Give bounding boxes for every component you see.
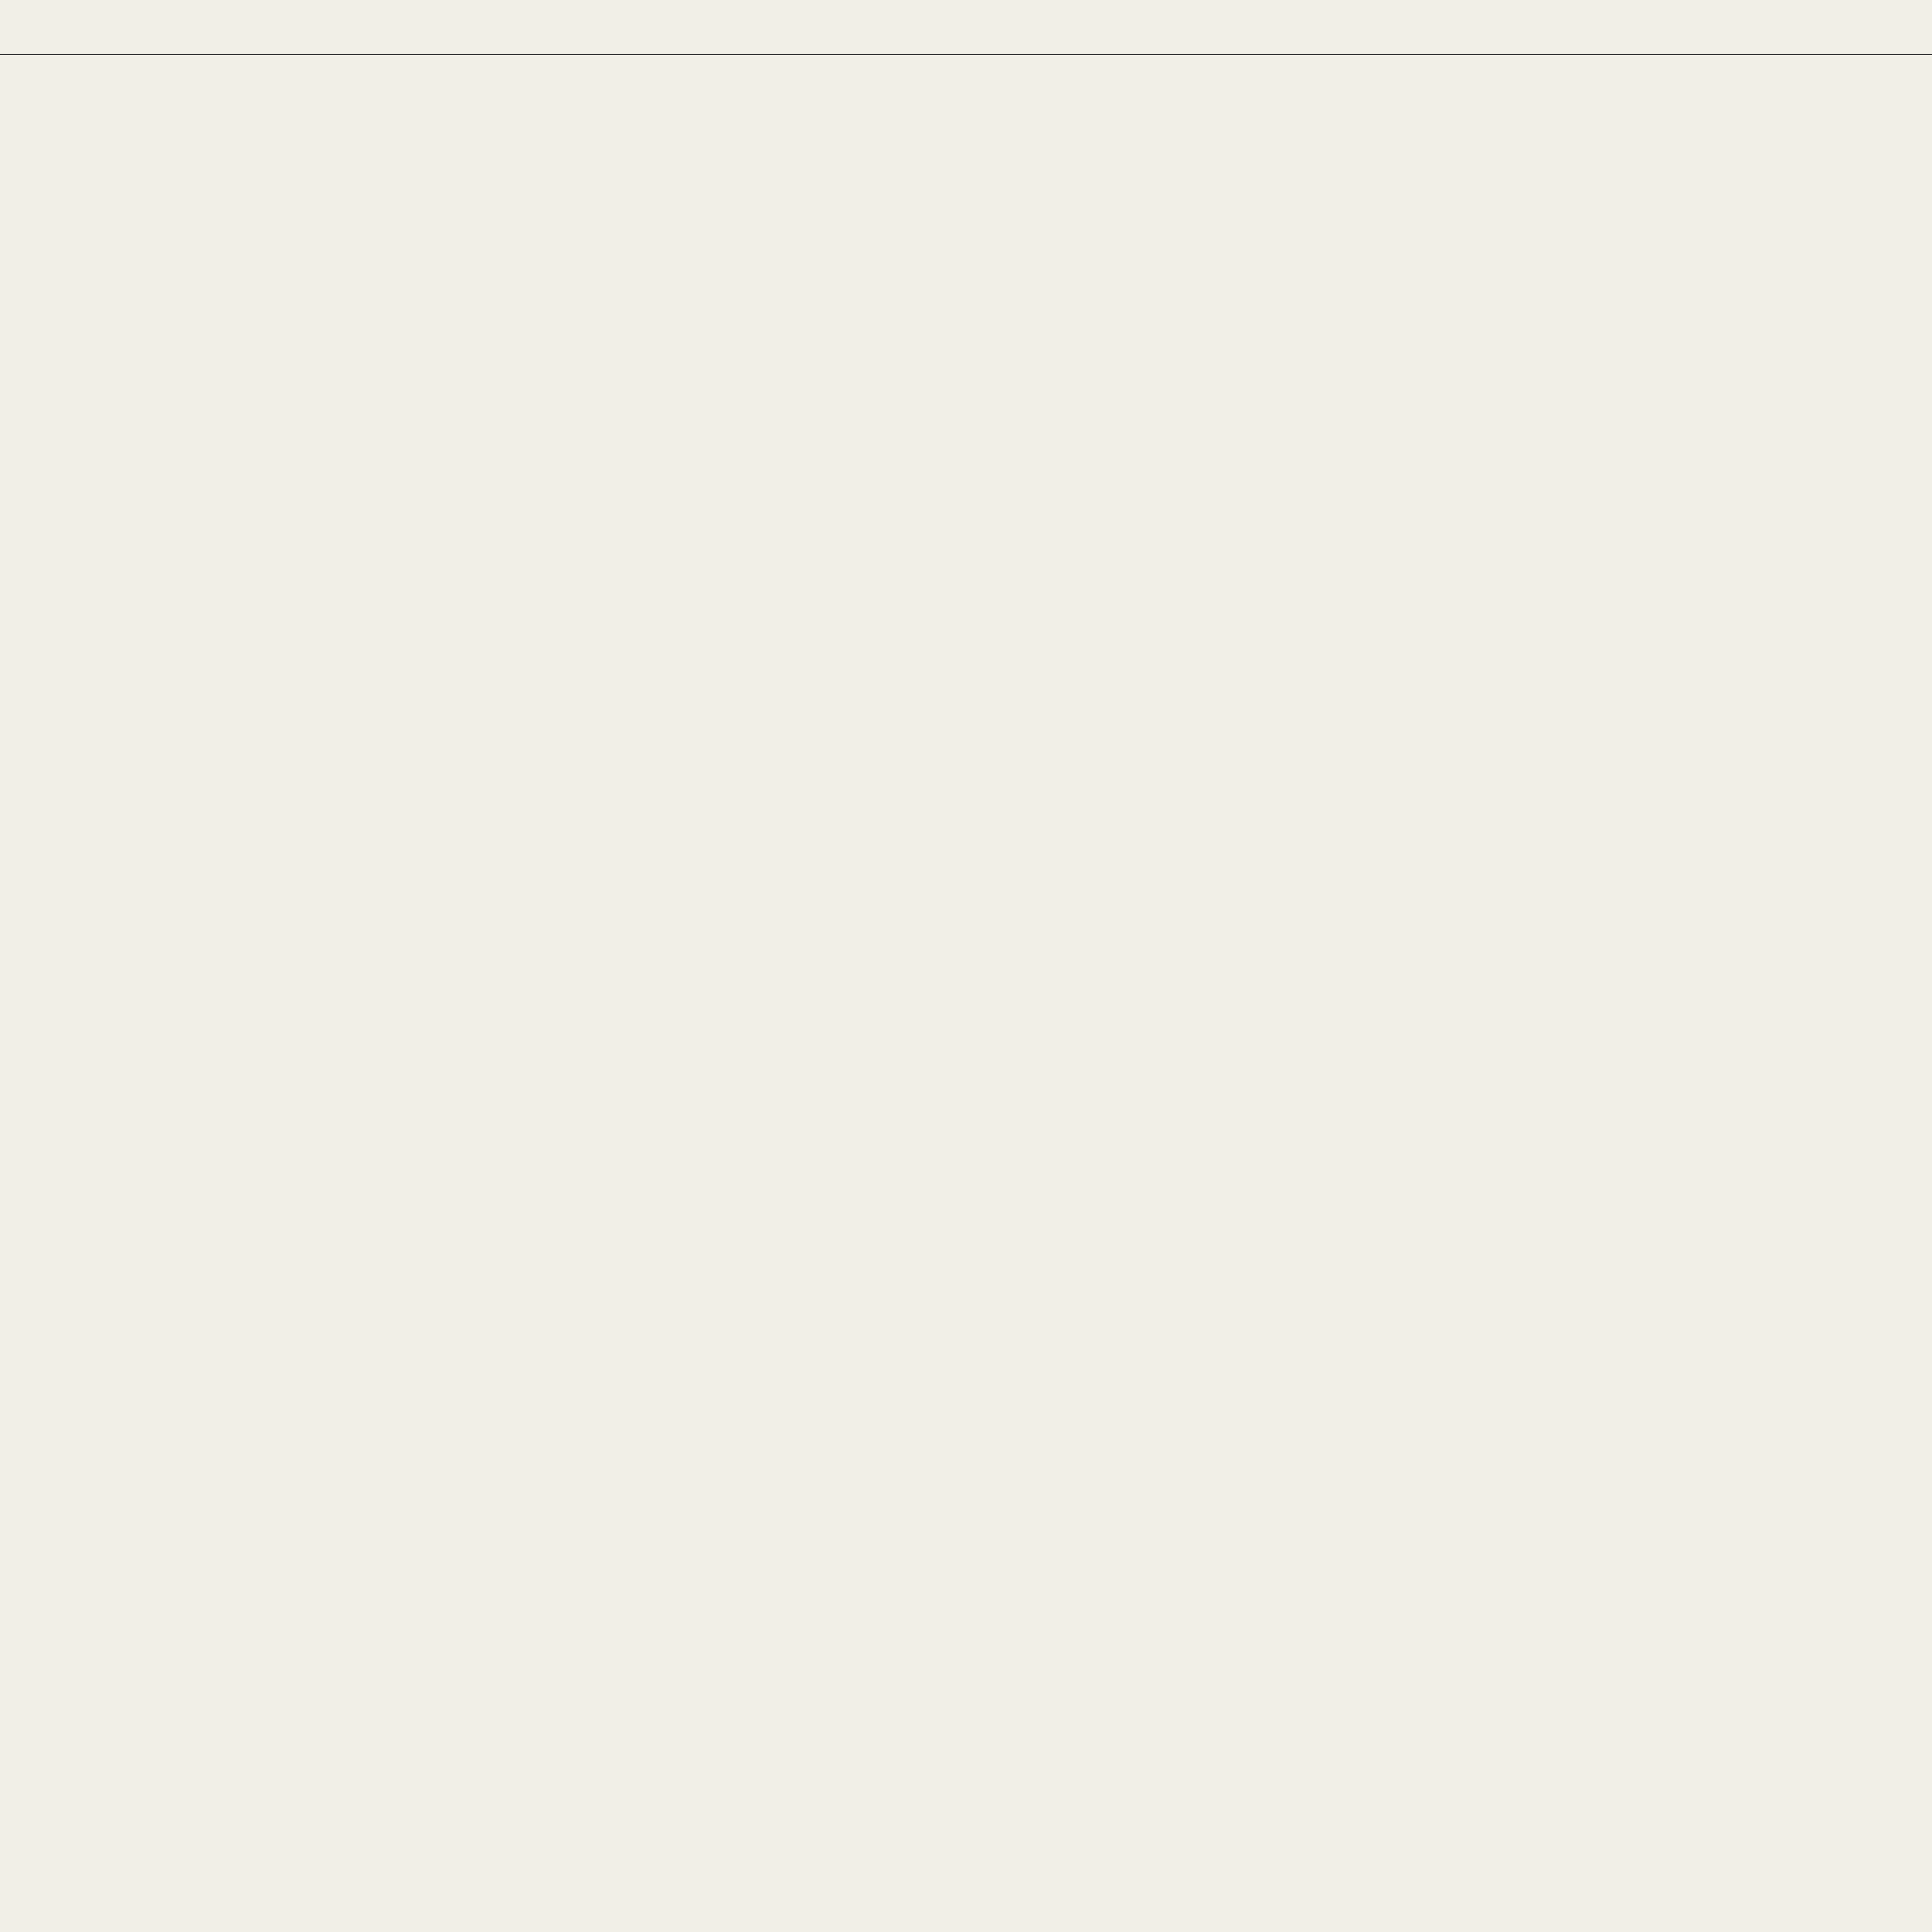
masthead — [0, 0, 1932, 50]
news-columns — [0, 54, 1932, 1932]
